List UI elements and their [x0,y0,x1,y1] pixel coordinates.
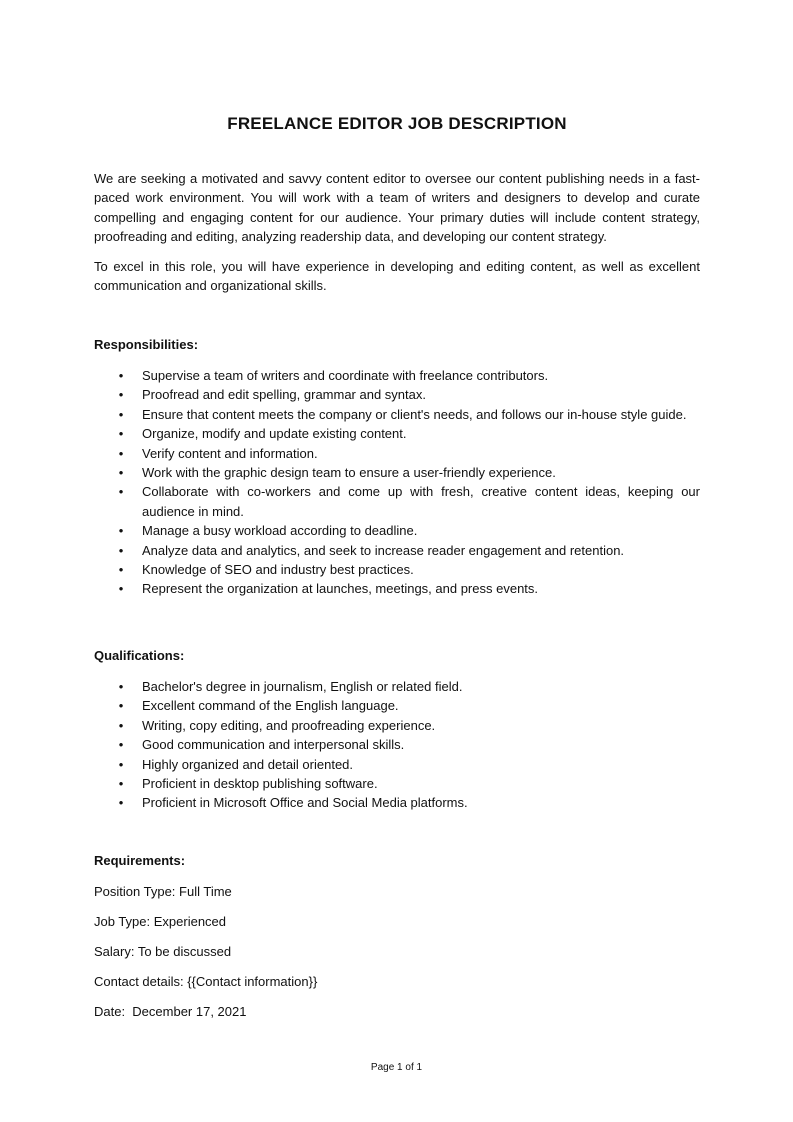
requirement-job-type: Job Type: Experienced [94,914,227,929]
list-item-text: Collaborate with co-workers and come up with fresh, creative content ideas, keeping our audience in mind. [142,484,700,519]
list-item-text: Work with the graphic design team to ensure a user-friendly experience. [142,465,556,481]
list-item-text: Verify content and information. [142,445,318,461]
list-item-text: Represent the organization at launches, meetings, and press events. [142,581,539,597]
bullet-icon: • [118,406,124,422]
list-item-text: Excellent command of the English language. [142,698,399,714]
requirement-date: Date: December 17, 2021 [94,1004,247,1019]
list-item [94,735,700,754]
list-item [94,444,700,463]
bullet-icon: • [118,562,124,578]
list-item [94,774,700,793]
list-item [94,482,700,521]
bullet-icon: • [118,445,124,461]
list-item [94,755,700,774]
bullet-icon: • [118,426,124,442]
bullet-icon: • [118,465,124,481]
list-item [94,463,700,482]
bullet-icon: • [118,484,124,500]
bullet-icon: • [118,679,124,694]
bullet-icon: • [118,776,124,792]
qualifications-heading: Qualifications: [94,648,185,663]
list-item-text: Supervise a team of writers and coordinate with freelance contributors. [142,368,549,383]
bullet-icon: • [118,795,124,811]
bullet-icon: • [118,756,124,772]
list-item-text: Knowledge of SEO and industry best practices. [142,562,414,578]
bullet-icon: • [118,542,124,558]
list-item [94,677,700,696]
list-item-text: Ensure that content meets the company or client's needs, and follows our in-house style guide. [142,406,687,422]
list-item [94,696,700,715]
bullet-icon: • [118,368,124,383]
qualifications-list [94,677,700,813]
list-item [94,560,700,579]
list-item-text: Analyze data and analytics, and seek to increase reader engagement and retention. [142,542,625,558]
list-item-text: Proficient in desktop publishing software. [142,776,378,792]
page-footer: Page 1 of 1 [370,1062,423,1073]
list-item-text: Proficient in Microsoft Office and Social Media platforms. [142,795,468,811]
list-item [94,793,700,812]
list-item-text: Highly organized and detail oriented. [142,756,354,772]
list-item [94,366,700,385]
list-item-text: Bachelor's degree in journalism, English or related field. [142,679,463,694]
bullet-icon: • [118,717,124,733]
list-item-text: Writing, copy editing, and proofreading experience. [142,717,436,733]
list-item [94,579,700,598]
document-page [94,0,700,1122]
bullet-icon: • [118,737,124,753]
list-item [94,716,700,735]
document-title: FREELANCE EDITOR JOB DESCRIPTION [227,114,567,133]
list-item-text: Manage a busy workload according to deadline. [142,523,418,539]
responsibilities-heading: Responsibilities: [94,337,199,352]
bullet-icon: • [118,698,124,714]
requirement-salary: Salary: To be discussed [94,944,232,959]
intro-paragraph-1: We are seeking a motivated and savvy content editor to oversee our content publishing needs in a fast-paced work environment. You will work with a team of writers and designers to develop and curate compelling and engaging content for our audience. Your primary duties will include content strategy, proofreading and editing, analyzing readership data, and developing our content strategy. [94,171,700,245]
list-item-text: Good communication and interpersonal skills. [142,737,405,753]
list-item-text: Organize, modify and update existing content. [142,426,407,442]
list-item [94,541,700,560]
list-item [94,521,700,540]
list-item [94,424,700,443]
responsibilities-list [94,366,700,599]
list-item [94,405,700,424]
list-item [94,385,700,404]
requirement-contact-details: Contact details: {{Contact information}} [94,974,318,989]
intro-paragraph-2: To excel in this role, you will have experience in developing and editing content, as well as excellent communication and organizational skills. [94,259,700,294]
bullet-icon: • [118,387,124,403]
requirements-heading: Requirements: [94,853,186,868]
list-item-text: Proofread and edit spelling, grammar and syntax. [142,387,426,403]
bullet-icon: • [118,523,124,539]
requirement-position-type: Position Type: Full Time [94,884,232,899]
bullet-icon: • [118,581,124,597]
